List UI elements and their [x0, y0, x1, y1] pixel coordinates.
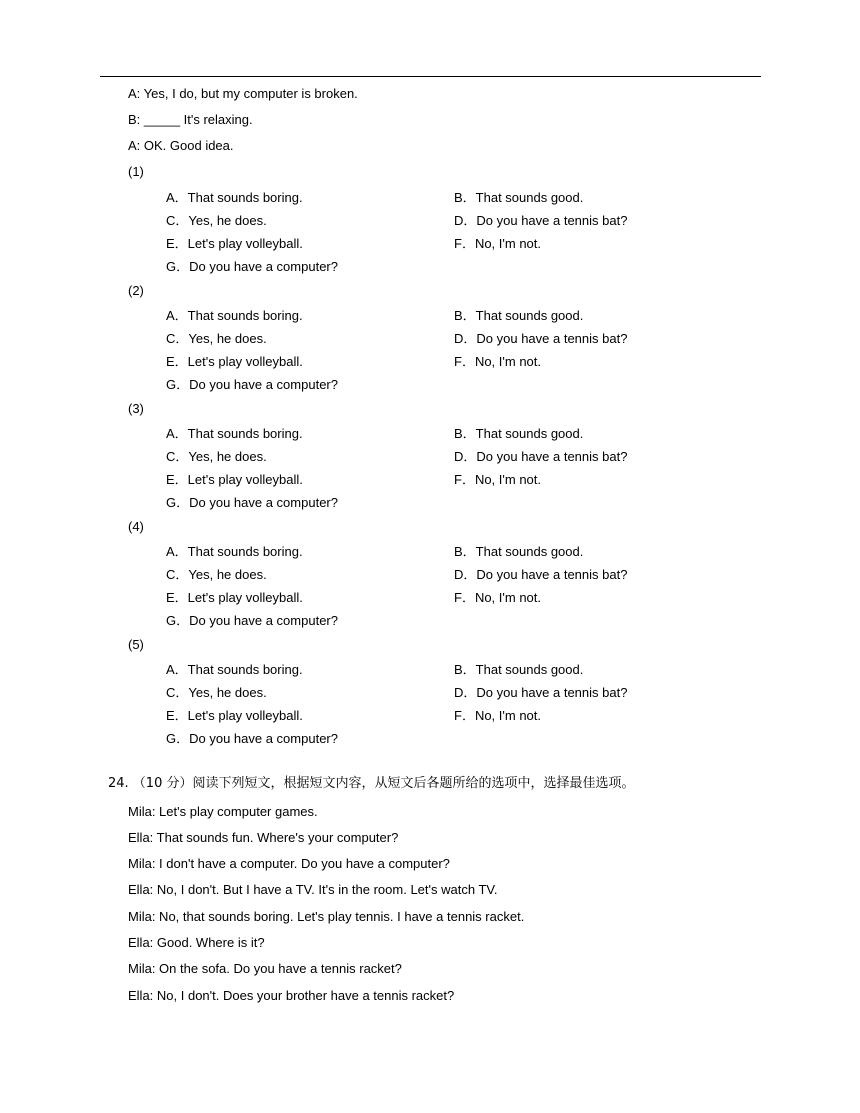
dialogue-line-3: A: OK. Good idea. [128, 138, 234, 153]
passage-line: Mila: On the sofa. Do you have a tennis racket? [128, 961, 402, 976]
question-number: (1) [128, 164, 144, 179]
option-f[interactable]: F．No, I'm not. [454, 354, 542, 369]
question-number: (3) [128, 401, 144, 416]
header-rule [100, 76, 761, 77]
question-number: (4) [128, 519, 144, 534]
option-a[interactable]: A．That sounds boring. [166, 190, 303, 205]
option-g[interactable]: G．Do you have a computer? [166, 377, 338, 392]
option-f[interactable]: F．No, I'm not. [454, 236, 542, 251]
option-d[interactable]: D．Do you have a tennis bat? [454, 567, 628, 582]
option-g[interactable]: G．Do you have a computer? [166, 495, 338, 510]
option-b[interactable]: B．That sounds good. [454, 308, 584, 323]
option-d[interactable]: D．Do you have a tennis bat? [454, 685, 628, 700]
dialogue-line-2: B: _____ It's relaxing. [128, 112, 253, 127]
option-c[interactable]: C．Yes, he does. [166, 331, 267, 346]
dialogue-line-1: A: Yes, I do, but my computer is broken. [128, 86, 358, 101]
option-c[interactable]: C．Yes, he does. [166, 213, 267, 228]
option-g[interactable]: G．Do you have a computer? [166, 613, 338, 628]
passage-line: Mila: No, that sounds boring. Let's play tennis. I have a tennis racket. [128, 909, 525, 924]
option-e[interactable]: E．Let's play volleyball. [166, 590, 303, 605]
option-a[interactable]: A．That sounds boring. [166, 308, 303, 323]
option-e[interactable]: E．Let's play volleyball. [166, 472, 303, 487]
passage-line: Ella: No, I don't. Does your brother have a tennis racket? [128, 988, 455, 1003]
option-e[interactable]: E．Let's play volleyball. [166, 236, 303, 251]
passage-line: Ella: No, I don't. But I have a TV. It's in the room. Let's watch TV. [128, 882, 498, 897]
option-e[interactable]: E．Let's play volleyball. [166, 354, 303, 369]
option-g[interactable]: G．Do you have a computer? [166, 259, 338, 274]
passage-line: Mila: Let's play computer games. [128, 804, 318, 819]
passage-line: Ella: That sounds fun. Where's your computer? [128, 830, 399, 845]
option-f[interactable]: F．No, I'm not. [454, 590, 542, 605]
option-d[interactable]: D．Do you have a tennis bat? [454, 213, 628, 228]
option-b[interactable]: B．That sounds good. [454, 662, 584, 677]
question-24-instruction: 24. （10 分）阅读下列短文，根据短文内容，从短文后各题所给的选项中，选择最佳选项。 [108, 776, 635, 791]
option-a[interactable]: A．That sounds boring. [166, 544, 303, 559]
option-a[interactable]: A．That sounds boring. [166, 426, 303, 441]
option-b[interactable]: B．That sounds good. [454, 426, 584, 441]
option-f[interactable]: F．No, I'm not. [454, 472, 542, 487]
option-b[interactable]: B．That sounds good. [454, 544, 584, 559]
option-c[interactable]: C．Yes, he does. [166, 567, 267, 582]
option-e[interactable]: E．Let's play volleyball. [166, 708, 303, 723]
option-c[interactable]: C．Yes, he does. [166, 685, 267, 700]
option-d[interactable]: D．Do you have a tennis bat? [454, 331, 628, 346]
passage-line: Ella: Good. Where is it? [128, 935, 265, 950]
option-g[interactable]: G．Do you have a computer? [166, 731, 338, 746]
option-d[interactable]: D．Do you have a tennis bat? [454, 449, 628, 464]
option-f[interactable]: F．No, I'm not. [454, 708, 542, 723]
option-c[interactable]: C．Yes, he does. [166, 449, 267, 464]
option-b[interactable]: B．That sounds good. [454, 190, 584, 205]
passage-line: Mila: I don't have a computer. Do you have a computer? [128, 856, 450, 871]
option-a[interactable]: A．That sounds boring. [166, 662, 303, 677]
question-number: (2) [128, 283, 144, 298]
question-number: (5) [128, 637, 144, 652]
